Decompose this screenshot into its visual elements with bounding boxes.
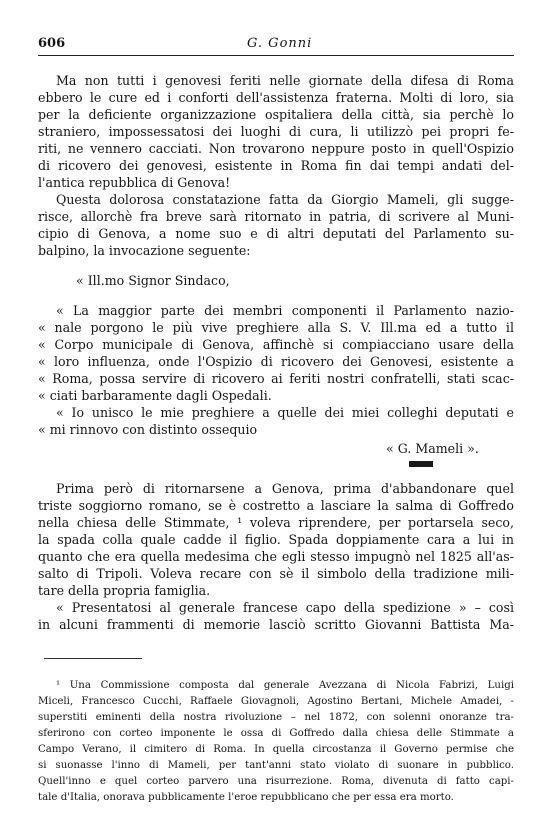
footnote-line: Campo Verano, il cimitero di Roma. In quella circostanza il Governo permise che — [38, 744, 514, 755]
body-line: nella chiesa delle Stimmate, ¹ voleva riprendere, per portarsela seco, — [38, 515, 514, 530]
body-line: quanto che era quella medesima che egli stesso impugnò nel 1825 all'as- — [38, 549, 514, 564]
body-line: balpino, la invocazione seguente: — [38, 243, 251, 258]
body-line: straniero, impossessatosi dei luoghi di cura, li utilizzò pei propri fe- — [38, 124, 514, 139]
body-line: Prima però di ritornarsene a Genova, prima d'abbandonare quel — [56, 481, 514, 496]
letter-signature: « G. Mameli ». — [386, 441, 479, 456]
body-line: cipio di Genova, a nome suo e di altri deputati del Parlamento su- — [38, 226, 514, 241]
footnote-line: superstiti eminenti della nostra rivoluzione – nel 1872, con solenni onoranze tra- — [38, 712, 514, 723]
footnote-line: ¹ Una Commissione composta dal generale Avezzana di Nicola Fabrizi, Luigi — [56, 680, 514, 691]
footnote-rule — [44, 658, 142, 659]
body-line: risce, allorchè fra breve sarà ritornato in patria, di scrivere al Muni- — [38, 209, 514, 224]
body-line: in alcuni frammenti di memorie lasciò scritto Giovanni Battista Ma- — [38, 617, 514, 632]
footnote-line: sferirono con corteo imponente le ossa di Goffredo dalla chiesa delle Stimmate a — [38, 728, 514, 739]
header-rule — [38, 55, 514, 56]
quote-line: « loro influenza, onde l'Ospizio di ricovero dei Genovesi, esistente a — [38, 354, 514, 369]
running-title: G. Gonni — [247, 36, 313, 51]
footnote-line: tale d'Italia, onorava pubblicamente l'eroe repubblicano che per essa era morto. — [38, 792, 454, 803]
body-line: triste soggiorno romano, se è costretto a lasciare la salma di Goffredo — [38, 498, 514, 513]
body-line: « Presentatosi al generale francese capo della spedizione » – così — [56, 600, 514, 615]
quote-line: « Roma, possa servire di ricovero ai feriti nostri confratelli, stati scac- — [38, 371, 514, 386]
footnote-line: si suonasse l'inno di Mameli, per tant'anni stato violato di suonare in pubblico. — [38, 760, 514, 771]
quote-line: « Io unisco le mie preghiere a quelle dei miei colleghi deputati e — [56, 405, 514, 420]
body-line: tare della propria famiglia. — [38, 583, 211, 598]
letter-salutation: « Ill.mo Signor Sindaco, — [76, 273, 230, 288]
body-line: la spada colla quale cadde il figlio. Spada doppiamente cara a lui in — [38, 532, 514, 547]
quote-line: « La maggior parte dei membri componenti il Parlamento nazio- — [56, 303, 514, 318]
quote-line: « Corpo municipale di Genova, affinchè si compiacciano usare della — [38, 337, 514, 352]
body-line: l'antica repubblica di Genova! — [38, 175, 231, 190]
body-line: riti, ne vennero cacciati. Non trovarono neppure posto in quell'Ospizio — [38, 141, 514, 156]
body-line: per la deficiente organizzazione ospitaliera della città, sia perchè lo — [38, 107, 514, 122]
quote-line: « ciati barbaramente dagli Ospedali. — [38, 388, 272, 403]
footnote-line: Quell'inno e quel corteo parvero una risurrezione. Roma, divenuta di fatto capi- — [38, 776, 514, 787]
body-line: Questa dolorosa constatazione fatta da Giorgio Mameli, gli sugge- — [56, 192, 514, 207]
quote-line: « nale porgono le più vive preghiere alla S. V. Ill.ma ed a tutto il — [38, 320, 514, 335]
body-line: Ma non tutti i genovesi feriti nelle giornate della difesa di Roma — [56, 73, 514, 88]
quote-line: « mi rinnovo con distinto ossequio — [38, 422, 258, 437]
body-line: ebbero le cure ed i conforti dell'assistenza fraterna. Molti di loro, sia — [38, 90, 514, 105]
body-line: salto di Tripoli. Voleva recare con sè il simbolo della tradizione mili- — [38, 566, 514, 581]
page-number: 606 — [38, 36, 66, 51]
footnote-line: Miceli, Francesco Cucchi, Raffaele Giovagnoli, Agostino Bertani, Michele Amadei, - — [38, 696, 514, 707]
signature-mark — [409, 461, 433, 467]
body-line: di ricovero dei genovesi, esistente in Roma fin dai tempi andati del- — [38, 158, 514, 173]
